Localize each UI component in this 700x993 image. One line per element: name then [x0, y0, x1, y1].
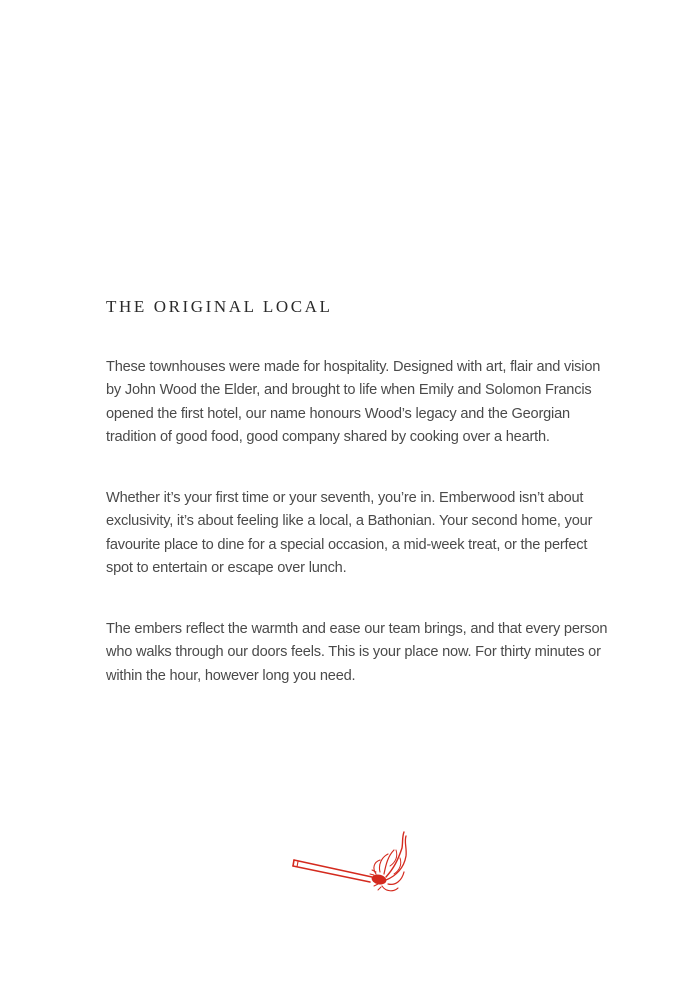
paragraph-line: who walks through our doors feels. This is your place now. For thirty minutes or	[106, 644, 601, 661]
paragraph-embers	[106, 618, 606, 688]
paragraph-welcome	[106, 487, 606, 581]
paragraph-line: tradition of good food, good company shared by cooking over a hearth.	[106, 429, 550, 446]
paragraph-line: Whether it’s your first time or your seventh, you’re in. Emberwood isn’t about	[106, 490, 584, 506]
lit-match-icon	[290, 830, 410, 896]
paragraph-line: by John Wood the Elder, and brought to life when Emily and Solomon Francis	[106, 382, 592, 399]
paragraph-intro	[106, 356, 606, 450]
paragraph-line: within the hour, however long you need.	[106, 667, 356, 684]
paragraph-line: favourite place to dine for a special occasion, a mid-week treat, or the perfect	[106, 536, 588, 553]
section-heading: THE ORIGINAL LOCAL	[106, 297, 333, 316]
paragraph-line: exclusivity, it’s about feeling like a local, a Bathonian. Your second home, your	[106, 513, 593, 530]
paragraph-line: The embers reflect the warmth and ease our team brings, and that every person	[106, 621, 608, 637]
paragraph-line: spot to entertain or escape over lunch.	[106, 560, 347, 577]
paragraph-line: opened the first hotel, our name honours Wood’s legacy and the Georgian	[106, 405, 570, 422]
paragraph-line: These townhouses were made for hospitality. Designed with art, flair and vision	[106, 359, 601, 375]
